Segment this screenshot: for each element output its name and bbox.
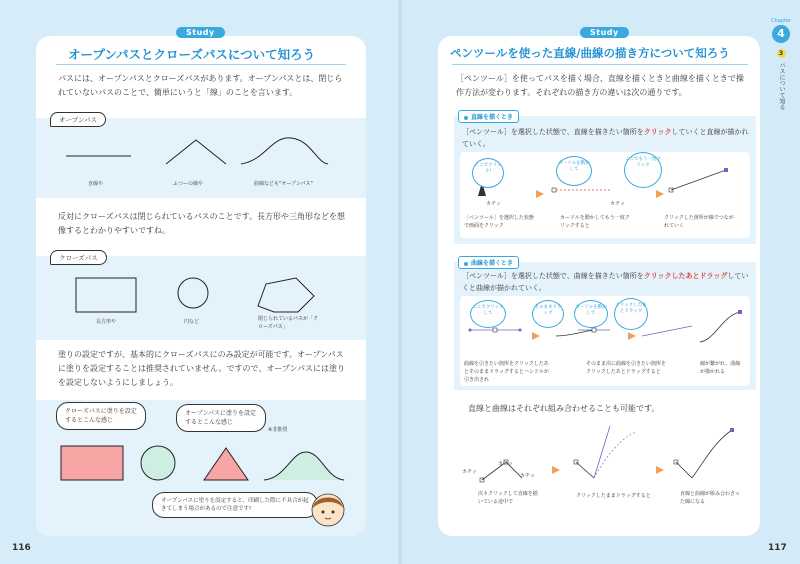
combo-caption-2: クリックしたままドラッグすると <box>576 493 651 499</box>
curve-caption-1: 曲線を引きたい箇所をクリックしたあとそのままドラッグするとハンドルが引き出され <box>464 361 549 383</box>
combination-text: 直線と曲線はそれぞれ組み合わせることも可能です。 <box>468 404 660 413</box>
pink-rectangle <box>61 446 123 480</box>
closed-caption-1: 長方形や <box>96 319 117 325</box>
closed-caption-3: 閉じられているパスが「クローズパス」 <box>258 316 319 330</box>
arrow-right-icon-2 <box>656 190 664 198</box>
book-gutter <box>398 0 402 564</box>
fill-illustrations <box>36 440 366 490</box>
study-badge-left: Study <box>176 27 225 38</box>
left-page-number: 116 <box>12 543 31 553</box>
straight-bubble-3: ここでもう一度クリック <box>624 152 662 188</box>
curve-bubble-3: カーソルを動かして <box>574 300 608 328</box>
straight-caption-3: クリックした箇所が線でつながれていく <box>664 215 734 229</box>
open-caption-1: 直線や <box>88 181 104 187</box>
combo-caption-3: 直線と曲線が組み合わさった線になる <box>680 491 741 505</box>
straight-tab-label: 直線を描くとき <box>471 114 514 121</box>
straight-desc-a: ［ペンツール］を選択した状態で、直線を描きたい箇所を <box>462 128 644 136</box>
curve-caption-2: そのまま次に曲線を引きたい箇所をクリックしたあとドラッグすると <box>586 361 667 375</box>
chapter-sub-badge: 3 <box>777 49 786 58</box>
chapter-vertical-title: パスについて知る <box>778 62 785 110</box>
curve-bubble-1: ここでクリックして <box>470 300 506 328</box>
combo-click-3: カチッ <box>520 473 535 479</box>
combo-caption-1: 次々クリックして直線を描いている途中で <box>478 491 538 505</box>
curve-bubble-4: クリックしたあとドラッグ <box>614 298 648 330</box>
straight-illustrations <box>460 152 750 212</box>
right-page-title: ペンツールを使った直線/曲線の描き方について知ろう <box>450 46 730 60</box>
polygon-shape <box>258 278 314 312</box>
curve-section-tab <box>458 256 519 269</box>
study-badge-right: Study <box>580 27 629 38</box>
arrow-right-icon-6 <box>656 466 664 474</box>
character-avatar <box>310 492 346 528</box>
straight-click-2: カチッ <box>610 201 625 207</box>
arrow-right-icon-3 <box>532 332 540 340</box>
chapter-label: Chapter <box>771 18 791 24</box>
combination-illustrations <box>460 418 750 498</box>
bent-line <box>166 140 226 164</box>
straight-section-tab <box>458 110 519 123</box>
curve-description <box>462 270 752 294</box>
straight-description <box>462 126 752 150</box>
tab-dot-icon <box>464 262 468 266</box>
closed-caption-2: 円など <box>184 319 200 325</box>
open-caption-3: 曲線なども"オープンパス" <box>254 181 313 187</box>
straight-desc-highlight: クリック <box>643 128 672 136</box>
closed-path-label: クローズパス <box>50 250 107 265</box>
left-page-title: オープンパスとクローズパスについて知ろう <box>68 47 316 62</box>
circle-shape <box>178 278 208 308</box>
curve-desc-highlight: クリックしたあとドラッグ <box>643 272 728 280</box>
open-fill-bubble: オープンパスに塗りを設定するとこんな感じ <box>176 404 266 432</box>
chapter-index <box>770 18 792 110</box>
arrow-right-icon-4 <box>628 332 636 340</box>
left-intro-text: パスには、オープンパスとクローズパスがあります。オープンパスとは、閉じられていないパスのことで、簡単にいうと「線」のことを言います。 <box>58 74 343 97</box>
closed-path-text: 反対にクローズパスは閉じられているパスのことです。長方形や三角形などを想像するとわかりやすいですね。 <box>58 212 345 235</box>
curve-desc-b: していくと曲線が描かれていく。 <box>462 272 749 292</box>
curve-line <box>241 138 328 164</box>
straight-bubble-2: カーソルを動かして <box>556 156 592 186</box>
print-warning-bubble: オープンパスに塗りを設定すると、印刷した際に不具合が起きてしまう場合があるので注意です! <box>152 492 318 518</box>
curve-bubble-2: そのままドラッグ <box>532 300 564 328</box>
straight-desc-b: していくと直線が描かれていく。 <box>462 128 749 148</box>
straight-click-1: カチッ <box>486 201 501 207</box>
right-title-underline <box>452 64 748 65</box>
curve-caption-3: 線が繋がれ、曲線が描かれる <box>700 361 741 375</box>
open-path-label: オープンパス <box>50 112 106 127</box>
arrow-right-icon <box>536 190 544 198</box>
curve-desc-a: ［ペンツール］を選択した状態で、曲線を描きたい箇所を <box>462 272 644 280</box>
pink-triangle <box>204 448 248 480</box>
arrow-right-icon-5 <box>552 466 560 474</box>
tab-dot-icon <box>464 116 468 120</box>
not-recommended-note: ※非推奨 <box>268 427 288 433</box>
open-caption-2: ふつーの線や <box>173 181 204 187</box>
right-page-number: 117 <box>768 543 787 553</box>
right-intro-text: ［ペンツール］を使ってパスを描く場合、直線を描くときと曲線を描くときで操作方法が変わります。それぞれの描き方の違いは次の通りです。 <box>456 74 744 97</box>
straight-caption-2: カーソルを動かしてもう一度クリックすると <box>560 215 630 229</box>
rectangle-shape <box>76 278 136 312</box>
mint-circle <box>141 446 175 480</box>
combo-click-1: カチッ <box>462 469 477 475</box>
combo-click-2: カチッ <box>498 461 513 467</box>
curve-tab-label: 曲線を描くとき <box>471 260 514 267</box>
left-title-underline <box>56 64 346 65</box>
chapter-number-badge: 4 <box>772 25 790 43</box>
fill-setting-text: 塗りの設定ですが、基本的にクローズパスにのみ設定が可能です。オープンパスに塗りを設定することは推奨されていません。ですので、オープンパスには塗りを設定しないようにしましょう。 <box>58 350 346 387</box>
straight-caption-1: ［ペンツール］を選択した状態で画面をクリック <box>464 215 534 229</box>
closed-fill-bubble: クローズパスに塗りを設定するとこんな感じ <box>56 402 146 430</box>
straight-bubble-1: ここでクリック! <box>472 158 504 188</box>
